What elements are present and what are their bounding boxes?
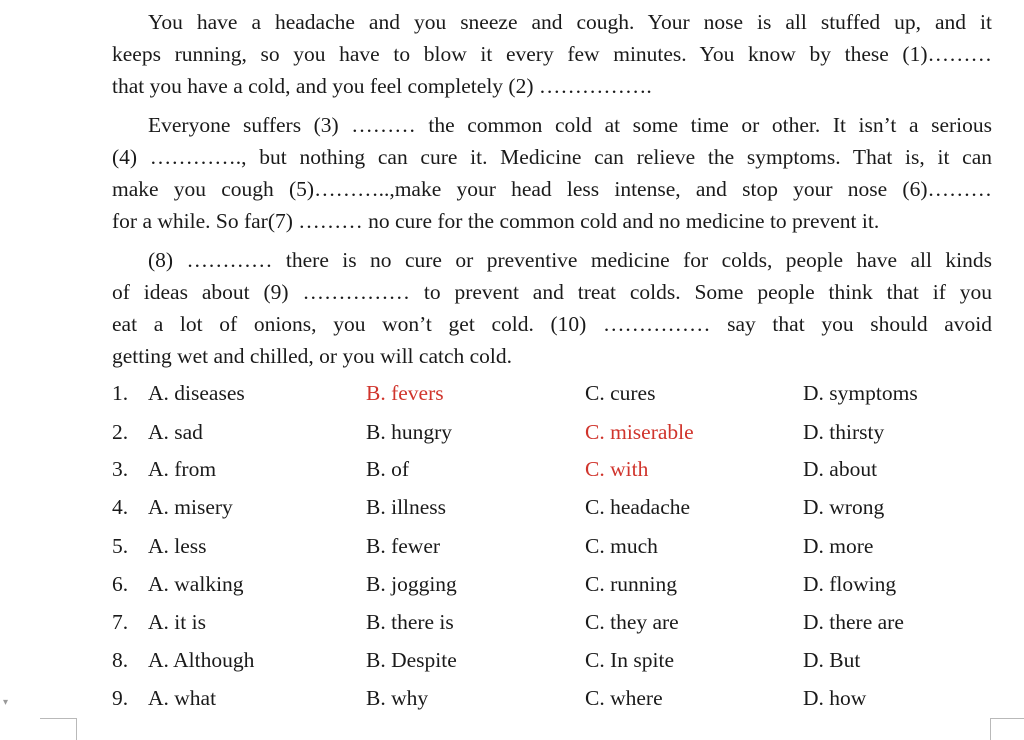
option-a: A. walking	[148, 572, 244, 596]
option-c: C. miserable	[585, 420, 694, 444]
question-row	[0, 488, 1024, 526]
passage-line: that you have a cold, and you feel completely (2) …………….	[112, 74, 652, 98]
option-b: B. fewer	[366, 534, 441, 558]
option-b: B. jogging	[366, 572, 457, 596]
option-a: A. sad	[148, 420, 203, 444]
option-c: C. running	[585, 572, 677, 596]
passage-line: of ideas about (9) …………… to prevent and treat colds. Some people think that if you	[112, 280, 992, 304]
option-b: B. illness	[366, 495, 447, 519]
passage-line: eat a lot of onions, you won’t get cold. (10) …………… say that you should avoid	[112, 312, 992, 336]
option-d: D. wrong	[803, 495, 885, 519]
question-number: 1.	[112, 381, 129, 405]
option-a: A. misery	[148, 495, 233, 519]
option-b: B. why	[366, 686, 429, 710]
question-row	[0, 413, 1024, 451]
option-c: C. In spite	[585, 648, 674, 672]
option-c: C. they are	[585, 610, 679, 634]
option-a: A. it is	[148, 610, 206, 634]
question-number: 7.	[112, 610, 129, 634]
passage-line: (4) …………., but nothing can cure it. Medicine can relieve the symptoms. That is, it can	[112, 145, 992, 169]
collapse-arrow-icon[interactable]: ▾	[3, 697, 9, 708]
option-a: A. less	[148, 534, 207, 558]
passage-line: getting wet and chilled, or you will catch cold.	[112, 344, 513, 368]
option-b: B. of	[366, 457, 409, 481]
option-c: C. cures	[585, 381, 656, 405]
question-row	[0, 450, 1024, 488]
option-a: A. diseases	[148, 381, 245, 405]
question-number: 5.	[112, 534, 129, 558]
passage-line: keeps running, so you have to blow it every few minutes. You know by these (1)………	[112, 42, 992, 66]
option-d: D. there are	[803, 610, 904, 634]
page-corner-mark-right	[990, 718, 1024, 740]
option-d: D. about	[803, 457, 878, 481]
option-b: B. Despite	[366, 648, 457, 672]
option-c: C. where	[585, 686, 663, 710]
option-c: C. much	[585, 534, 658, 558]
question-number: 6.	[112, 572, 129, 596]
question-row	[0, 603, 1024, 641]
question-row	[0, 679, 1024, 717]
question-row	[0, 641, 1024, 679]
question-row	[0, 565, 1024, 603]
option-d: D. thirsty	[803, 420, 885, 444]
option-c: C. headache	[585, 495, 691, 519]
page-corner-mark-left	[40, 718, 77, 740]
question-number: 4.	[112, 495, 129, 519]
question-number: 3.	[112, 457, 129, 481]
option-b: B. there is	[366, 610, 454, 634]
passage-line: make you cough (5)………..,make your head less intense, and stop your nose (6)………	[112, 177, 992, 201]
passage-line: for a while. So far(7) ……… no cure for the common cold and no medicine to prevent it.	[112, 209, 880, 233]
option-d: D. symptoms	[803, 381, 918, 405]
passage-line: (8) ………… there is no cure or preventive medicine for colds, people have all kinds	[148, 248, 992, 272]
question-number: 8.	[112, 648, 129, 672]
passage-line: You have a headache and you sneeze and cough. Your nose is all stuffed up, and it	[148, 10, 992, 34]
option-a: A. from	[148, 457, 217, 481]
passage-line: Everyone suffers (3) ……… the common cold at some time or other. It isn’t a serious	[148, 113, 992, 137]
option-c: C. with	[585, 457, 649, 481]
question-row	[0, 374, 1024, 412]
option-a: A. what	[148, 686, 217, 710]
option-d: D. flowing	[803, 572, 897, 596]
question-row	[0, 527, 1024, 565]
question-number: 2.	[112, 420, 129, 444]
option-b: B. hungry	[366, 420, 452, 444]
option-d: D. more	[803, 534, 874, 558]
option-d: D. how	[803, 686, 867, 710]
option-a: A. Although	[148, 648, 255, 672]
option-b: B. fevers	[366, 381, 444, 405]
question-number: 9.	[112, 686, 129, 710]
option-d: D. But	[803, 648, 861, 672]
